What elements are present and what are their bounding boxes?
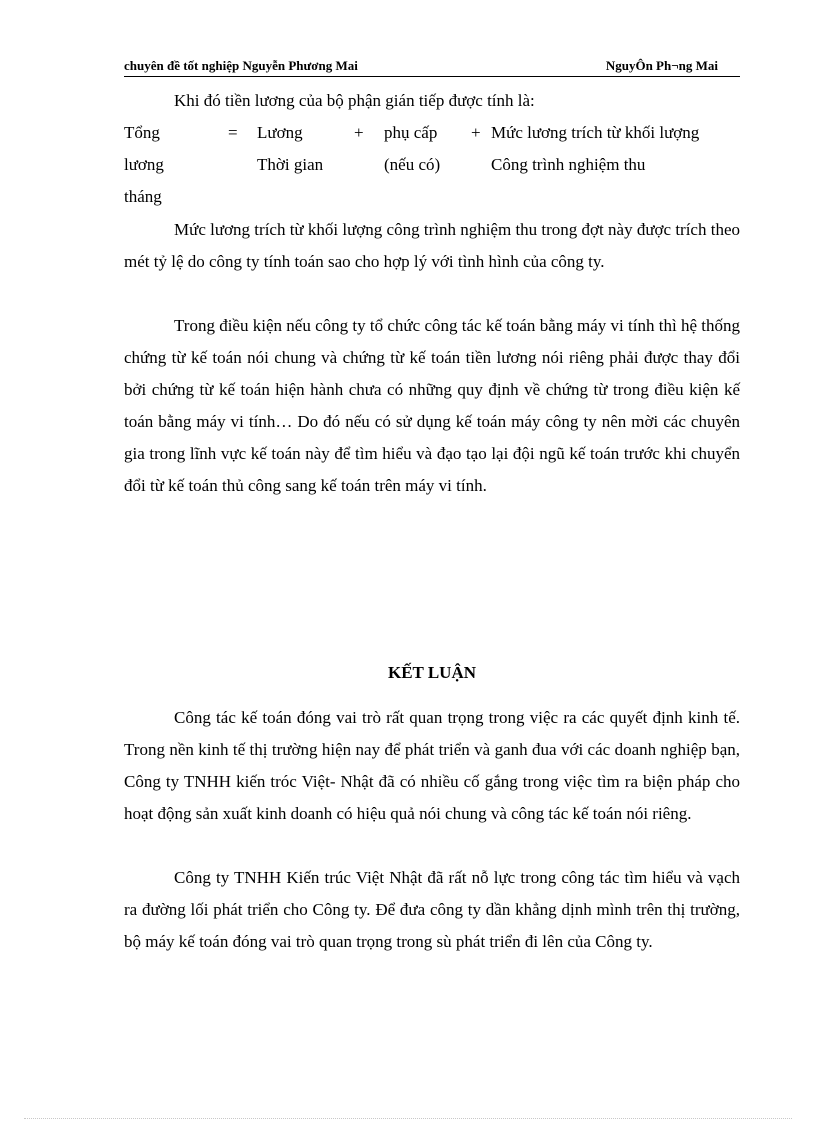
formula-term1-line1: Lương	[257, 123, 303, 142]
body-paragraph-1-text: Mức lương trích từ khối lượng công trình nghiệm thu trong đợt này được trích theo mét tỷ lệ do công ty tính toán sao cho hợp lý với tình hình của công ty.	[124, 220, 740, 271]
conclusion-paragraph-1-text: Công tác kế toán đóng vai trò rất quan trọng trong việc ra các quyết định kinh tế. Trong nền kinh tế thị trường hiện nay để phát triển và ganh đua với các doanh nghiệp bạn, Công ty TNHH kiến tróc Việt- Nhật đã có nhiều cố gắng trong việc tìm ra biện pháp cho hoạt động sản xuất kinh doanh có hiệu quả nói chung và công tác kế toán nói riêng.	[124, 708, 740, 823]
header-left-text: chuyên đề tốt nghiệp Nguyễn Phương Mai	[124, 58, 358, 73]
conclusion-paragraph-2-text: Công ty TNHH Kiến trúc Việt Nhật đã rất nỗ lực trong công tác tìm hiểu và vạch ra đường lối phát triển cho Công ty. Để đưa công ty dần khẳng dịnh mình trên thị trường, bộ máy kế toán đóng vai trò quan trọng trong sù phát triển đi lên của Công ty.	[124, 868, 740, 951]
header-right-text: NguyÔn Ph¬ng Mai	[605, 58, 718, 73]
formula-lhs-2: lương	[124, 155, 164, 174]
formula-equals: =	[228, 123, 238, 142]
conclusion-paragraph-2	[124, 862, 740, 958]
formula-term3-line2: Công trình nghiệm thu	[491, 155, 646, 174]
formula-lhs-3: tháng	[124, 187, 162, 206]
formula-plus-2: +	[471, 123, 481, 142]
formula-lhs-1: Tổng	[124, 123, 160, 142]
formula-term2-line2: (nếu có)	[384, 155, 441, 174]
body-paragraph-2	[124, 310, 740, 502]
body-paragraph-2-text: Trong điều kiện nếu công ty tổ chức công tác kế toán bằng máy vi tính thì hệ thống chứng từ kế toán nói chung và chứng từ kế toán tiền lương nói riêng phải được thay đổi bởi chứng từ kế toán hiện hành chưa có những quy định về chứng từ trong điều kiện kế toán bằng máy vi tính… Do đó nếu có sử dụng kế toán máy công ty nên mời các chuyên gia trong lĩnh vực kế toán này để tìm hiểu và đạo tạo lại đội ngũ kế toán trước khi chuyển đổi từ kế toán thủ công sang kế toán trên máy vi tính.	[124, 316, 740, 495]
page-bottom-dotted-border	[24, 1118, 792, 1119]
conclusion-title: KẾT LUẬN	[387, 663, 476, 682]
conclusion-paragraph-1	[124, 702, 740, 830]
formula-plus-1: +	[354, 123, 364, 142]
formula-term1-line2: Thời gian	[257, 155, 324, 174]
page-header	[124, 58, 740, 77]
body-paragraph-1	[124, 214, 740, 278]
intro-line: Khi đó tiền lương của bộ phận gián tiếp được tính là:	[174, 91, 535, 110]
formula-term2-line1: phụ cấp	[384, 123, 438, 142]
formula-term3-line1: Mức lương trích từ khối lượng	[491, 123, 700, 142]
